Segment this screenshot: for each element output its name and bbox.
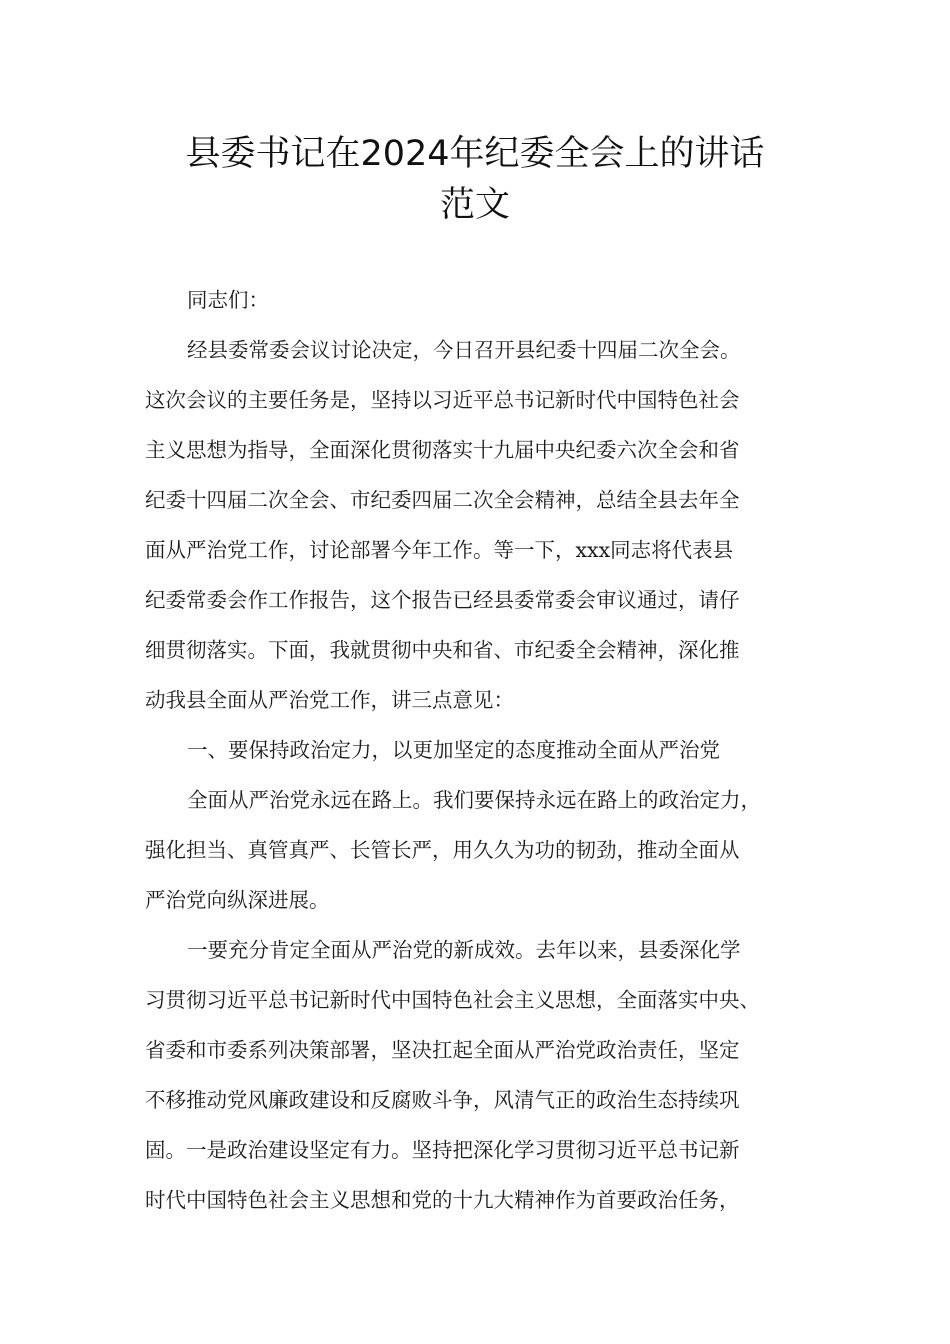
- paragraph-line: 严治党向纵深进展。: [145, 888, 330, 912]
- paragraph-line: 强化担当、真管真严、长管长严，用久久为功的韧劲，推动全面从: [145, 838, 740, 862]
- paragraph-line: 不移推动党风廉政建设和反腐败斗争，风清气正的政治生态持续巩: [145, 1088, 740, 1112]
- paragraph-line: 时代中国特色社会主义思想和党的十九大精神作为首要政治任务，: [145, 1188, 740, 1212]
- paragraph-line: 全面从严治党永远在路上。我们要保持永远在路上的政治定力，: [187, 788, 761, 812]
- salutation: 同志们：: [187, 288, 269, 312]
- paragraph-line: 省委和市委系列决策部署，坚决扛起全面从严治党政治责任，坚定: [145, 1038, 740, 1062]
- paragraph-line: 固。一是政治建设坚定有力。坚持把深化学习贯彻习近平总书记新: [145, 1138, 740, 1162]
- paragraph-line: 习贯彻习近平总书记新时代中国特色社会主义思想，全面落实中央、: [145, 988, 760, 1012]
- document-title-line-2: 范文: [439, 185, 510, 225]
- section-heading: 一、要保持政治定力，以更加坚定的态度推动全面从严治党: [187, 738, 720, 762]
- paragraph-line: 主义思想为指导，全面深化贯彻落实十九届中央纪委六次全会和省: [145, 438, 740, 462]
- paragraph-line: 细贯彻落实。下面，我就贯彻中央和省、市纪委全会精神，深化推: [145, 638, 740, 662]
- paragraph-line: 动我县全面从严治党工作，讲三点意见：: [145, 688, 514, 712]
- paragraph-line: 经县委常委会议讨论决定，今日召开县纪委十四届二次全会。: [187, 338, 741, 362]
- paragraph-line: 面从严治党工作，讨论部署今年工作。等一下，xxx同志将代表县: [145, 538, 734, 562]
- paragraph-line: 这次会议的主要任务是，坚持以习近平总书记新时代中国特色社会: [145, 388, 740, 412]
- paragraph-line: 一要充分肯定全面从严治党的新成效。去年以来，县委深化学: [187, 938, 741, 962]
- paragraph-line: 纪委常委会作工作报告，这个报告已经县委常委会审议通过，请仔: [145, 588, 740, 612]
- paragraph-line: 纪委十四届二次全会、市纪委四届二次全会精神，总结全县去年全: [145, 488, 740, 512]
- document-title-line-1: 县委书记在2024年纪委全会上的讲话: [185, 134, 765, 174]
